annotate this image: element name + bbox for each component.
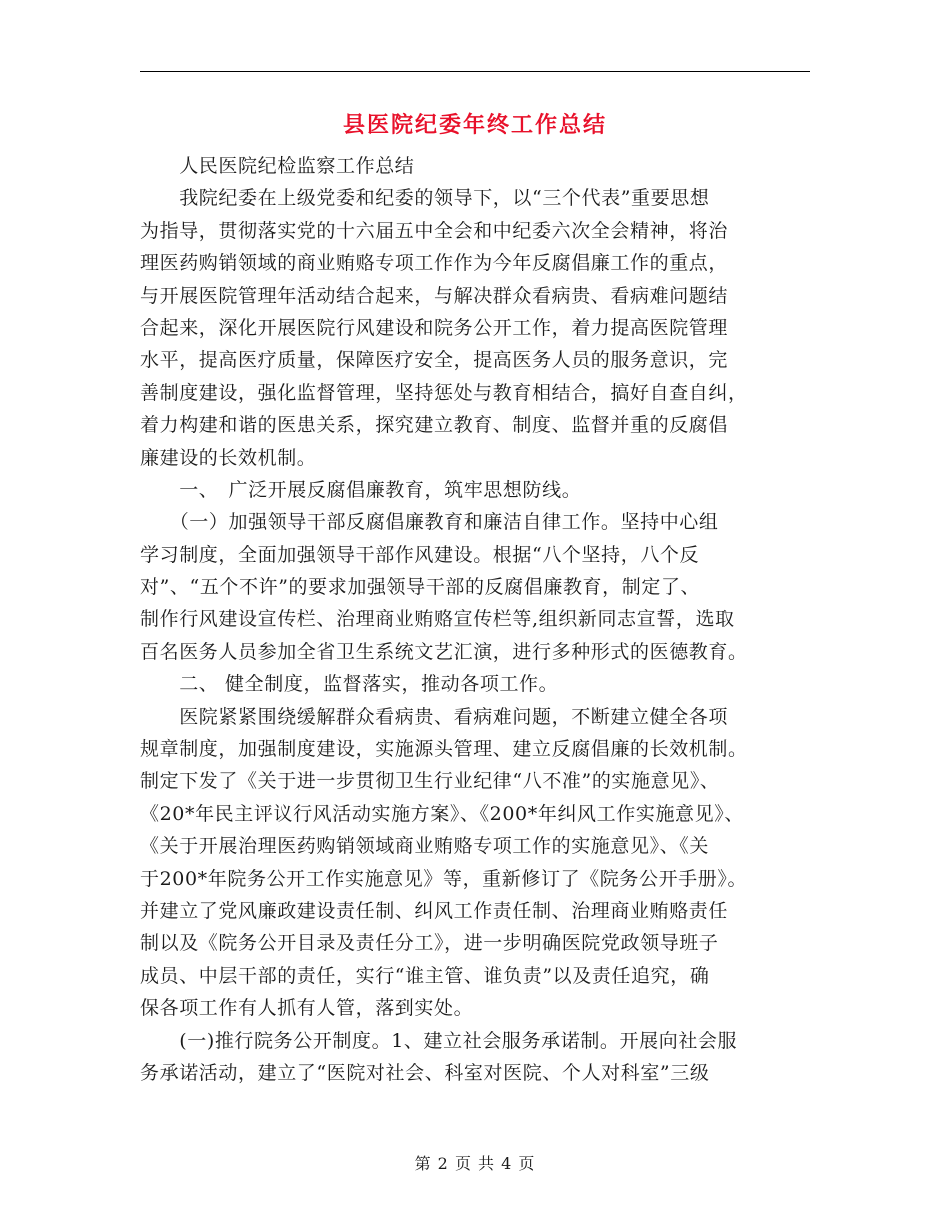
text-line: 水平，提高医疗质量，保障医疗安全，提高医务人员的服务意识，完 [140,349,729,372]
text-line: 《20*年民主评议行风活动实施方案》、《200*年纠风工作实施意见》、 [140,802,744,825]
text-line: 成员、中层干部的责任，实行“谁主管、谁负责”以及责任追究，确 [140,964,710,987]
text-line: 善制度建设，强化监督管理，坚持惩处与教育相结合，搞好自查自纠， [140,381,748,404]
text-line: 规章制度，加强制度建设，实施源头管理、建立反腐倡廉的长效机制。 [140,738,748,761]
document-title: 县医院纪委年终工作总结 [342,113,607,138]
text-line: 对”、“五个不许”的要求加强领导干部的反腐倡廉教育，制定了、 [140,576,701,599]
document-body [140,150,820,1089]
text-line: 并建立了党风廉政建设责任制、纠风工作责任制、治理商业贿赂责任 [140,899,729,922]
text-line: 人民医院纪检监察工作总结 [140,155,415,177]
text-line: 一、 广泛开展反腐倡廉教育，筑牢思想防线。 [140,478,582,501]
text-line: 制以及《院务公开目录及责任分工》，进一步明确医院党政领导班子 [140,932,719,955]
text-line: 于200*年院务公开工作实施意见》等，重新修订了《院务公开手册》。 [140,867,748,890]
text-line: 制定下发了《关于进一步贯彻卫生行业纪律“八不准”的实施意见》、 [140,770,720,793]
text-line: 合起来，深化开展医院行风建设和院务公开工作，着力提高医院管理 [140,316,729,339]
text-line: 为指导，贯彻落实党的十六届五中全会和中纪委六次全会精神，将治 [140,219,729,242]
text-line: 保各项工作有人抓有人管，落到实处。 [140,997,474,1020]
text-line: 务承诺活动，建立了“医院对社会、科室对医院、个人对科室”三级 [140,1061,710,1084]
text-line: 理医药购销领域的商业贿赂专项工作作为今年反腐倡廉工作的重点， [140,252,729,275]
text-line: 《关于开展治理医药购销领域商业贿赂专项工作的实施意见》、《关 [140,835,710,858]
header-rule [140,71,810,72]
text-line: 制作行风建设宣传栏、治理商业贿赂宣传栏等,组织新同志宣誓，选取 [140,608,735,631]
text-line: 二、 健全制度，监督落实，推动各项工作。 [140,673,559,696]
page-footer: 第 2 页 共 4 页 [414,1154,536,1173]
text-line: 医院紧紧围绕缓解群众看病贵、看病难问题，不断建立健全各项 [140,705,729,728]
text-line: （一）加强领导干部反腐倡廉教育和廉洁自律工作。坚持中心组 [140,511,719,534]
text-line: 与开展医院管理年活动结合起来，与解决群众看病贵、看病难问题结 [140,284,729,307]
text-line: (一)推行院务公开制度。1、建立社会服务承诺制。开展向社会服 [140,1029,738,1052]
text-line: 学习制度，全面加强领导干部作风建设。根据“八个坚持，八个反 [140,543,700,566]
text-line: 我院纪委在上级党委和纪委的领导下，以“三个代表”重要思想 [140,187,710,210]
text-line: 廉建设的长效机制。 [140,446,317,469]
text-line: 着力构建和谐的医患关系，探究建立教育、制度、监督并重的反腐倡 [140,414,729,437]
text-line: 百名医务人员参加全省卫生系统文艺汇演，进行多种形式的医德教育。 [140,640,748,663]
